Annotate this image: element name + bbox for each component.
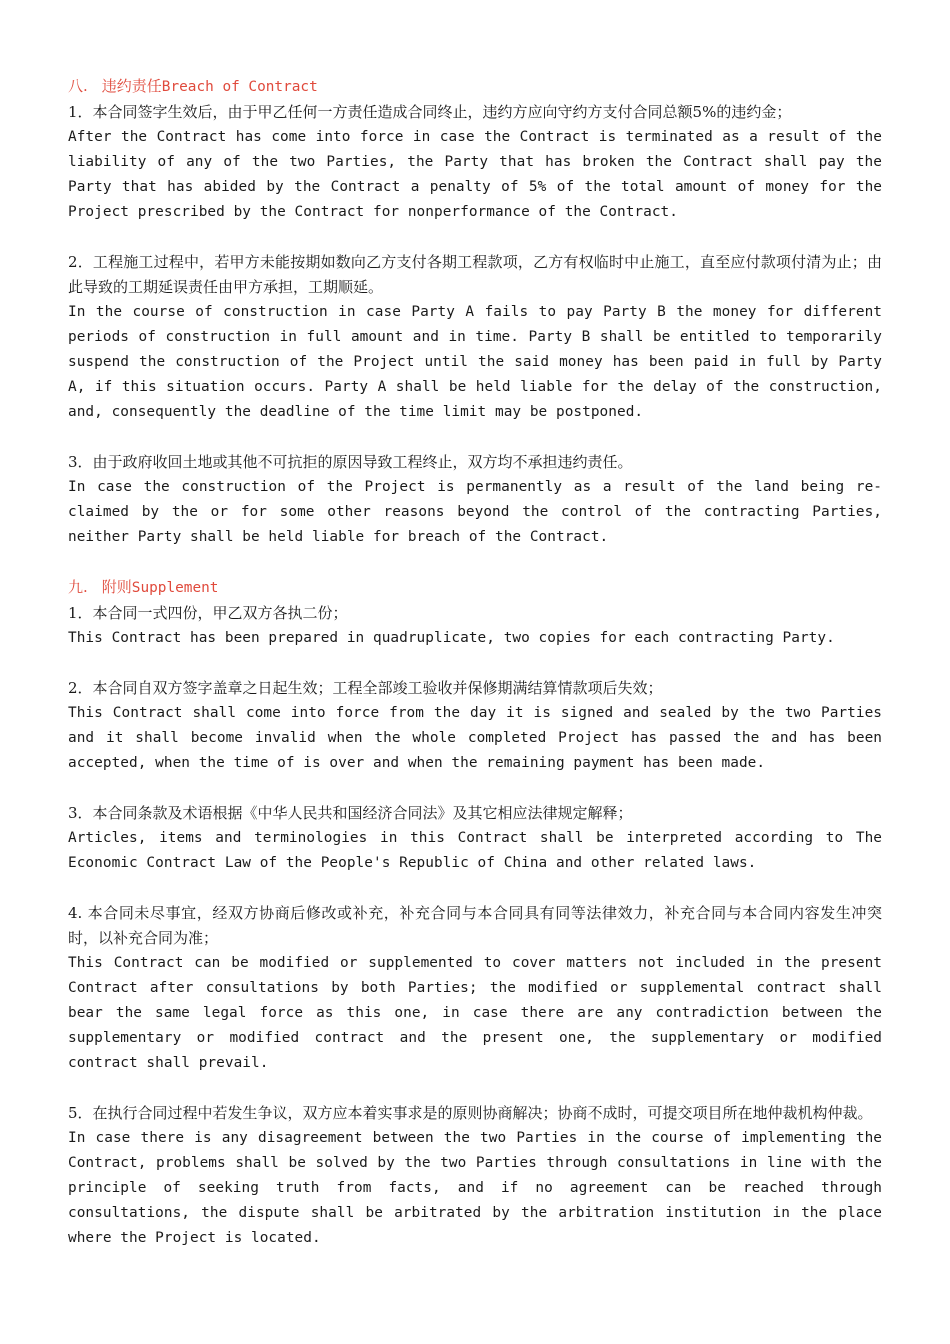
section-number: 九. — [68, 578, 88, 596]
section-title-en: Breach of Contract — [161, 79, 318, 95]
clause-text-en: In case there is any disagreement between the two Parties in the course of implementing the Contract, problems shall be solved by the two Parties through consultations in line with the principle of seeking truth from facts, and if no agreement can be reached through consultations, the dispute shall be arbitrated by the arbitration institution in the place where the Project is located. — [68, 1130, 882, 1246]
section-title-en: Supplement — [131, 580, 219, 596]
clause-text-en: In case the construction of the Project is permanently as a result of the land being re-claimed by the or for some other reasons beyond the control of the contracting Parties, neither Party shall be held liable for breach of the Contract. — [68, 479, 882, 545]
clause — [68, 450, 882, 550]
clause — [68, 250, 882, 425]
clause — [68, 901, 882, 1076]
section-breach-of-contract — [68, 74, 882, 550]
clause — [68, 1101, 882, 1251]
clause — [68, 100, 882, 225]
clause — [68, 601, 882, 651]
clause-text-en: Articles, items and terminologies in this Contract shall be interpreted according to The Economic Contract Law of the People's Republic of China and other related laws. — [68, 830, 882, 871]
clause-text-en: This Contract shall come into force from the day it is signed and sealed by the two Parties and it shall become invalid when the whole completed Project has passed the and has been accepted, when the time of is over and when the remaining payment has been made. — [68, 705, 882, 771]
clause-text-zh: 5．在执行合同过程中若发生争议，双方应本着实事求是的原则协商解决；协商不成时，可提交项目所在地仲裁机构仲裁。 — [68, 1104, 873, 1122]
document-page — [68, 74, 882, 1276]
section-supplement — [68, 575, 882, 1251]
section-title-zh: 附则 — [101, 578, 132, 596]
clause-text-zh: 1．本合同一式四份，甲乙双方各执二份； — [68, 604, 348, 622]
clause-text-en: This Contract has been prepared in quadruplicate, two copies for each contracting Party. — [68, 630, 835, 646]
clause-text-en: After the Contract has come into force in case the Contract is terminated as a result of the liability of any of the two Parties, the Party that has broken the Contract shall pay the Party that has abided by the Contract a penalty of 5% of the total amount of money for the Project prescribed by the Contract for nonperformance of the Contract. — [68, 129, 882, 220]
section-heading — [68, 575, 882, 601]
section-title-zh: 违约责任 — [101, 77, 162, 95]
clause — [68, 801, 882, 876]
clause — [68, 676, 882, 776]
clause-text-zh: 2．工程施工过程中，若甲方未能按期如数向乙方支付各期工程款项，乙方有权临时中止施工，直至应付款项付清为止；由此导致的工期延误责任由甲方承担，工期顺延。 — [68, 253, 882, 296]
clause-text-en: In the course of construction in case Party A fails to pay Party B the money for different periods of construction in full amount and in time. Party B shall be entitled to temporarily suspend the construction of the Project until the said money has been paid in full by Party A, if this situation occurs. Party A shall be held liable for the delay of the construction, and, consequently the deadline of the time limit may be postponed. — [68, 304, 882, 420]
clause-text-zh: 3．本合同条款及术语根据《中华人民共和国经济合同法》及其它相应法律规定解释； — [68, 804, 633, 822]
clause-text-zh: 1．本合同签字生效后，由于甲乙任何一方责任造成合同终止，违约方应向守约方支付合同总额5%的违约金； — [68, 103, 792, 121]
section-number: 八. — [68, 77, 88, 95]
clause-text-zh: 3．由于政府收回土地或其他不可抗拒的原因导致工程终止，双方均不承担违约责任。 — [68, 453, 633, 471]
clause-text-en: This Contract can be modified or supplemented to cover matters not included in the present Contract after consultations by both Parties; the modified or supplemental contract shall bear the same legal force as this one, in case there are any contradiction between the supplementary or modified contract and the present one, the supplementary or modified contract shall prevail. — [68, 955, 882, 1071]
clause-text-zh: 2．本合同自双方签字盖章之日起生效；工程全部竣工验收并保修期满结算情款项后失效； — [68, 679, 663, 697]
clause-text-zh: 4. 本合同未尽事宜，经双方协商后修改或补充，补充合同与本合同具有同等法律效力，补充合同与本合同内容发生冲突时，以补充合同为准； — [68, 904, 882, 947]
section-heading — [68, 74, 882, 100]
